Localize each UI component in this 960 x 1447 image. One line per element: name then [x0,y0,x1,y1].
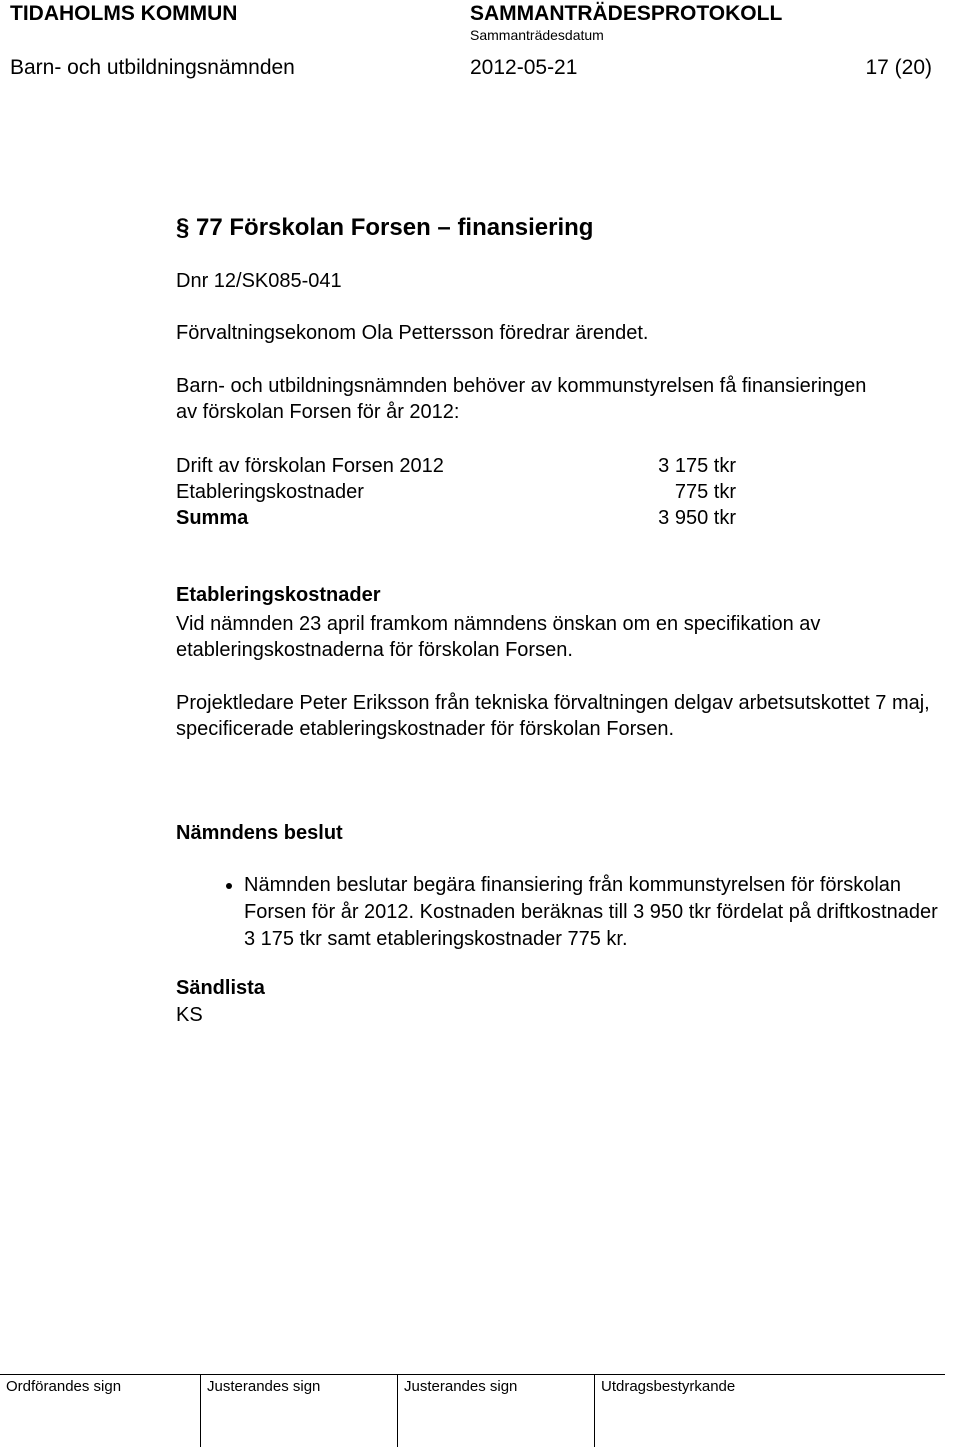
signature-box-certification [594,1374,945,1447]
distribution-value: KS [176,1004,203,1026]
signature-box-chair [0,1374,200,1447]
etablering-paragraph-1: Vid nämnden 23 april framkom nämndens önskan om en specifikation av etableringskostnaderna för förskolan Forsen. [176,613,821,661]
cost-total-amount: 3 950 tkr [658,507,736,529]
cost-label: Drift av förskolan Forsen 2012 [176,455,444,477]
cost-row [176,453,736,479]
cost-total-row [176,505,736,531]
board-name: Barn- och utbildningsnämnden [10,56,295,79]
cost-amount: 3 175 tkr [658,455,736,477]
case-number: Dnr 12/SK085-041 [176,270,342,292]
organization-name: TIDAHOLMS KOMMUN [10,2,238,25]
etablering-heading: Etableringskostnader [176,584,381,606]
intro-paragraph: Barn- och utbildningsnämnden behöver av kommunstyrelsen få finansieringen av förskolan Forsen för år 2012: [176,375,867,423]
signature-label: Utdragsbestyrkande [601,1378,736,1395]
distribution-heading: Sändlista [176,977,265,999]
meeting-date: 2012-05-21 [470,56,578,79]
cost-label: Etableringskostnader [176,481,364,503]
cost-total-label: Summa [176,507,249,529]
date-label: Sammanträdesdatum [470,27,604,43]
cost-amount: 775 tkr [674,481,736,503]
cost-row [176,479,736,505]
presenter-line: Förvaltningsekonom Ola Pettersson föredrar ärendet. [176,322,649,344]
cost-table [176,453,736,531]
page-number: 17 (20) [865,56,932,79]
etablering-paragraph-2: Projektledare Peter Eriksson från tekniska förvaltningen delgav arbetsutskottet 7 maj, specificerade etableringskostnader för förskolan Forsen. [176,692,930,740]
decision-heading: Nämndens beslut [176,822,343,844]
decision-list [210,872,950,953]
signature-label: Justerandes sign [207,1378,321,1395]
signature-box-adjuster-1 [200,1374,397,1447]
signature-box-adjuster-2 [397,1374,594,1447]
decision-item: • Nämnden beslutar begära finansiering från kommunstyrelsen för förskolan Forsen för år 2012. Kostnaden beräknas till 3 950 tkr fördelat på driftkostnader 3 175 tkr samt etableringskostnader 775 kr. [244,872,950,953]
document-type: SAMMANTRÄDESPROTOKOLL [470,2,783,25]
section-title: § 77 Förskolan Forsen – finansiering [176,214,594,241]
signature-footer [0,1374,945,1447]
signature-label: Ordförandes sign [6,1378,122,1395]
signature-label: Justerandes sign [404,1378,518,1395]
